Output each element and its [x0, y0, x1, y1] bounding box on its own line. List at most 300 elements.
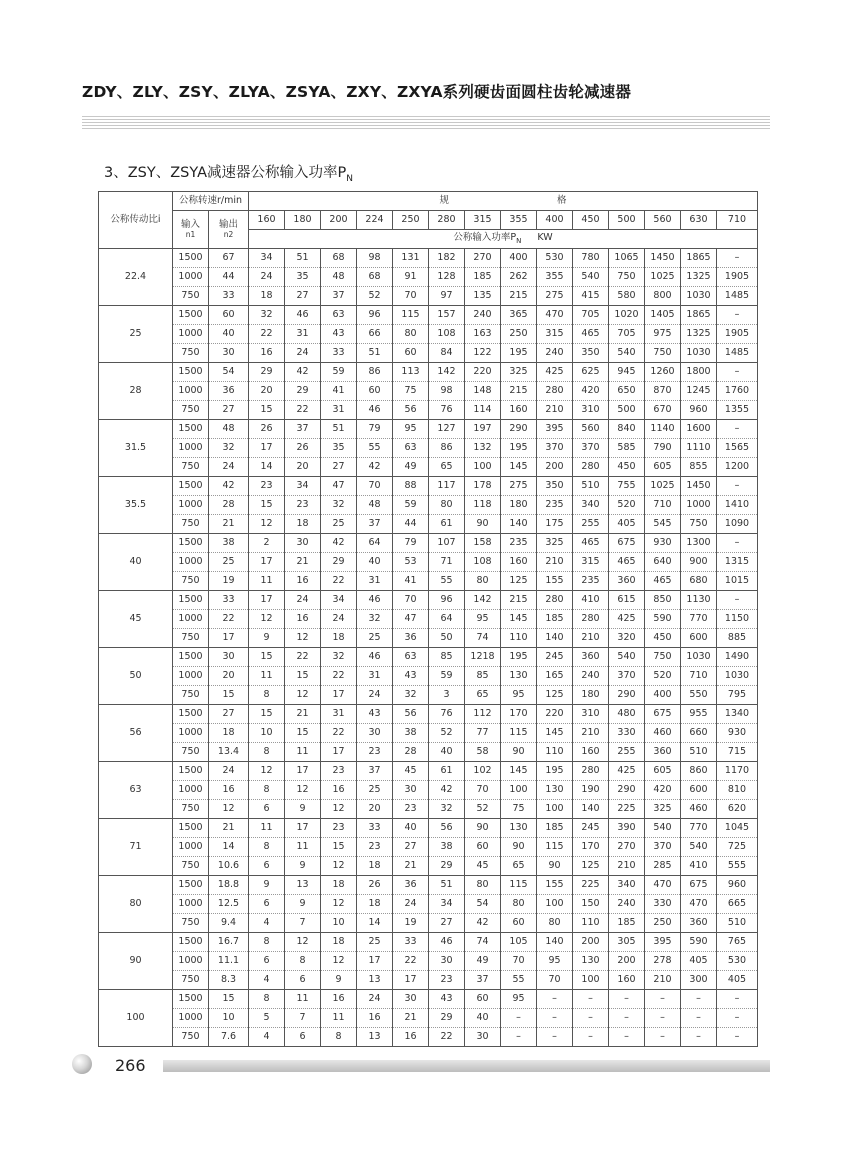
output-speed-cell: 11.1 [209, 952, 249, 971]
power-cell: 8 [249, 781, 285, 800]
ratio-cell: 45 [99, 591, 173, 648]
power-cell: 122 [465, 344, 501, 363]
power-cell: 750 [645, 648, 681, 667]
power-cell: 795 [717, 686, 758, 705]
power-cell: 24 [249, 268, 285, 287]
power-cell: 22 [321, 572, 357, 591]
power-cell: 240 [609, 895, 645, 914]
power-cell: 1260 [645, 363, 681, 382]
section-title-subscript: N [346, 173, 353, 184]
power-cell: 18 [285, 515, 321, 534]
power-cell: 19 [393, 914, 429, 933]
power-cell: 165 [537, 667, 573, 686]
input-speed-cell: 1500 [173, 819, 209, 838]
power-cell: 620 [717, 800, 758, 819]
power-label: 公称输入功率P [453, 232, 517, 244]
table-row [99, 724, 758, 743]
power-cell: 270 [465, 249, 501, 268]
power-cell: 96 [357, 306, 393, 325]
power-cell: 6 [249, 895, 285, 914]
output-speed-cell: 20 [209, 667, 249, 686]
output-speed-cell: 27 [209, 401, 249, 420]
table-row [99, 306, 758, 325]
power-cell: 14 [357, 914, 393, 933]
power-cell: 725 [717, 838, 758, 857]
input-speed-cell: 1500 [173, 705, 209, 724]
power-cell: 9 [321, 971, 357, 990]
power-cell: 1865 [681, 249, 717, 268]
power-cell: 132 [465, 439, 501, 458]
power-cell: 40 [465, 1009, 501, 1028]
power-cell: – [501, 1028, 537, 1047]
power-rating-table [98, 191, 758, 1047]
power-cell: 17 [285, 819, 321, 838]
ratio-cell: 40 [99, 534, 173, 591]
power-cell: 32 [321, 648, 357, 667]
power-cell: 34 [285, 477, 321, 496]
power-cell: 22 [321, 667, 357, 686]
power-cell: 175 [537, 515, 573, 534]
size-header: 315 [465, 211, 501, 230]
power-cell: 25 [357, 933, 393, 952]
power-cell: 59 [321, 363, 357, 382]
power-cell: 605 [645, 458, 681, 477]
input-speed-cell: 1500 [173, 534, 209, 553]
input-speed-cell: 750 [173, 800, 209, 819]
table-row [99, 249, 758, 268]
power-cell: 210 [537, 401, 573, 420]
power-cell: 38 [393, 724, 429, 743]
power-cell: 415 [573, 287, 609, 306]
table-row [99, 1009, 758, 1028]
output-speed-cell: 42 [209, 477, 249, 496]
power-cell: 23 [393, 800, 429, 819]
size-header: 450 [573, 211, 609, 230]
power-cell: 114 [465, 401, 501, 420]
power-cell: 16 [249, 344, 285, 363]
power-cell: 70 [537, 971, 573, 990]
power-cell: 555 [717, 857, 758, 876]
power-cell: 22 [393, 952, 429, 971]
power-cell: 705 [573, 306, 609, 325]
power-cell: 960 [681, 401, 717, 420]
power-cell: 68 [321, 249, 357, 268]
table-row [99, 477, 758, 496]
power-cell: 115 [501, 876, 537, 895]
power-cell: 180 [501, 496, 537, 515]
power-cell: 16 [393, 1028, 429, 1047]
power-cell: 660 [681, 724, 717, 743]
output-speed-cell: 22 [209, 610, 249, 629]
power-cell: 118 [465, 496, 501, 515]
input-speed-cell: 1500 [173, 420, 209, 439]
power-cell: – [609, 1028, 645, 1047]
power-cell: 125 [573, 857, 609, 876]
power-cell: 125 [537, 686, 573, 705]
output-speed-cell: 24 [209, 458, 249, 477]
output-label: 输出 [218, 218, 238, 230]
power-cell: 108 [465, 553, 501, 572]
power-cell: 465 [609, 553, 645, 572]
power-cell: 24 [285, 591, 321, 610]
power-cell: 25 [357, 629, 393, 648]
power-cell: 102 [465, 762, 501, 781]
table-row [99, 572, 758, 591]
output-speed-cell: 60 [209, 306, 249, 325]
input-speed-cell: 1000 [173, 952, 209, 971]
power-cell: 55 [429, 572, 465, 591]
input-label: 输入 [180, 218, 200, 230]
power-cell: – [717, 306, 758, 325]
power-cell: 76 [429, 401, 465, 420]
output-speed-cell: 32 [209, 439, 249, 458]
power-cell: 235 [537, 496, 573, 515]
power-cell: 74 [465, 933, 501, 952]
power-cell: – [681, 990, 717, 1009]
power-cell: 26 [357, 876, 393, 895]
power-cell: 340 [573, 496, 609, 515]
power-cell: 46 [357, 648, 393, 667]
input-speed-cell: 1000 [173, 268, 209, 287]
page-marker-icon [72, 1054, 92, 1074]
power-cell: 450 [609, 458, 645, 477]
speed-header: 公称转速r/min [173, 192, 249, 211]
power-cell: 31 [357, 667, 393, 686]
power-cell: – [717, 534, 758, 553]
power-cell: 60 [465, 838, 501, 857]
power-cell: – [717, 477, 758, 496]
power-cell: 158 [465, 534, 501, 553]
power-cell: 400 [501, 249, 537, 268]
power-cell: – [645, 990, 681, 1009]
power-cell: 1865 [681, 306, 717, 325]
power-cell: 40 [393, 819, 429, 838]
ratio-cell: 22.4 [99, 249, 173, 306]
power-cell: 290 [609, 686, 645, 705]
power-cell: 585 [609, 439, 645, 458]
power-cell: 15 [249, 401, 285, 420]
power-cell: 52 [357, 287, 393, 306]
power-cell: 45 [465, 857, 501, 876]
power-cell: 11 [249, 819, 285, 838]
input-speed-cell: 750 [173, 344, 209, 363]
power-cell: 470 [645, 876, 681, 895]
power-cell: 27 [429, 914, 465, 933]
power-cell: – [573, 990, 609, 1009]
power-cell: 1245 [681, 382, 717, 401]
power-cell: 40 [429, 743, 465, 762]
power-cell: 1600 [681, 420, 717, 439]
power-cell: 270 [609, 838, 645, 857]
power-cell: 17 [285, 762, 321, 781]
power-cell: 23 [285, 496, 321, 515]
power-cell: – [501, 1009, 537, 1028]
power-cell: 41 [321, 382, 357, 401]
power-cell: 48 [321, 268, 357, 287]
power-cell: – [717, 363, 758, 382]
power-cell: 185 [537, 819, 573, 838]
power-cell: 75 [501, 800, 537, 819]
power-cell: 23 [357, 838, 393, 857]
power-cell: 190 [573, 781, 609, 800]
input-speed-cell: 1000 [173, 895, 209, 914]
power-cell: 465 [645, 572, 681, 591]
power-cell: 24 [357, 990, 393, 1009]
power-cell: 70 [465, 781, 501, 800]
power-cell: 1130 [681, 591, 717, 610]
power-cell: 6 [249, 800, 285, 819]
power-cell: 115 [393, 306, 429, 325]
input-speed-cell: 750 [173, 287, 209, 306]
output-speed-cell: 19 [209, 572, 249, 591]
power-cell: 885 [717, 629, 758, 648]
power-cell: 17 [249, 591, 285, 610]
power-cell: 49 [393, 458, 429, 477]
power-cell: 59 [393, 496, 429, 515]
power-cell: 6 [285, 971, 321, 990]
power-cell: 63 [393, 648, 429, 667]
power-cell: 100 [573, 971, 609, 990]
power-cell: 360 [609, 572, 645, 591]
power-cell: – [609, 1009, 645, 1028]
power-cell: 240 [573, 667, 609, 686]
table-row [99, 819, 758, 838]
power-cell: 340 [609, 876, 645, 895]
power-cell: 215 [501, 287, 537, 306]
power-cell: 15 [285, 667, 321, 686]
power-cell: 48 [357, 496, 393, 515]
power-cell: 860 [681, 762, 717, 781]
power-cell: 105 [501, 933, 537, 952]
power-cell: 750 [609, 268, 645, 287]
ratio-cell: 100 [99, 990, 173, 1047]
power-cell: 140 [573, 800, 609, 819]
power-cell: 37 [285, 420, 321, 439]
power-cell: 30 [357, 724, 393, 743]
power-cell: 1490 [717, 648, 758, 667]
power-cell: 18 [357, 895, 393, 914]
power-cell: 145 [501, 762, 537, 781]
power-cell: 52 [465, 800, 501, 819]
power-cell: – [681, 1009, 717, 1028]
power-cell: 460 [645, 724, 681, 743]
input-speed-cell: 750 [173, 743, 209, 762]
output-speed-cell: 48 [209, 420, 249, 439]
power-cell: 8 [249, 686, 285, 705]
size-header: 630 [681, 211, 717, 230]
power-cell: 395 [537, 420, 573, 439]
power-cell: 20 [249, 382, 285, 401]
power-cell: 38 [429, 838, 465, 857]
power-cell: 34 [429, 895, 465, 914]
power-cell: 43 [393, 667, 429, 686]
power-cell: 210 [609, 857, 645, 876]
power-cell: 540 [681, 838, 717, 857]
power-cell: – [681, 1028, 717, 1047]
input-speed-cell: 1000 [173, 610, 209, 629]
power-cell: 15 [321, 838, 357, 857]
power-cell: 640 [645, 553, 681, 572]
table-row [99, 496, 758, 515]
power-cell: – [609, 990, 645, 1009]
power-cell: 11 [321, 1009, 357, 1028]
power-cell: 25 [357, 781, 393, 800]
power-cell: 17 [249, 439, 285, 458]
power-cell: 80 [465, 572, 501, 591]
power-cell: 12 [321, 952, 357, 971]
power-cell: 16 [285, 572, 321, 591]
power-cell: 1150 [717, 610, 758, 629]
power-cell: 55 [501, 971, 537, 990]
power-cell: 128 [429, 268, 465, 287]
power-cell: 74 [465, 629, 501, 648]
power-cell: 235 [501, 534, 537, 553]
power-cell: 330 [645, 895, 681, 914]
power-cell: 325 [501, 363, 537, 382]
power-cell: 20 [285, 458, 321, 477]
power-cell: 15 [249, 496, 285, 515]
power-cell: 70 [357, 477, 393, 496]
power-cell: 590 [681, 933, 717, 952]
power-cell: 117 [429, 477, 465, 496]
power-cell: 145 [501, 610, 537, 629]
power-cell: 34 [321, 591, 357, 610]
power-cell: 52 [429, 724, 465, 743]
power-cell: 1325 [681, 268, 717, 287]
power-cell: 182 [429, 249, 465, 268]
spec-header [249, 192, 758, 211]
header-row-2 [99, 211, 758, 230]
power-cell: 800 [645, 287, 681, 306]
power-cell: 290 [501, 420, 537, 439]
output-speed-cell: 33 [209, 591, 249, 610]
power-cell: 33 [393, 933, 429, 952]
power-cell: 22 [285, 648, 321, 667]
power-cell: 50 [429, 629, 465, 648]
ratio-cell: 71 [99, 819, 173, 876]
power-cell: 12 [249, 515, 285, 534]
table-row [99, 914, 758, 933]
power-cell: 110 [537, 743, 573, 762]
power-cell: 315 [537, 325, 573, 344]
power-cell: 17 [321, 686, 357, 705]
power-cell: 70 [393, 591, 429, 610]
power-cell: 185 [609, 914, 645, 933]
power-cell: 35 [285, 268, 321, 287]
power-cell: 32 [429, 800, 465, 819]
power-cell: 420 [645, 781, 681, 800]
power-cell: 675 [609, 534, 645, 553]
size-header: 560 [645, 211, 681, 230]
power-cell: 42 [429, 781, 465, 800]
power-cell: – [537, 1028, 573, 1047]
power-cell: 215 [501, 591, 537, 610]
power-cell: 29 [429, 1009, 465, 1028]
power-cell: 1905 [717, 268, 758, 287]
output-speed-cell: 67 [209, 249, 249, 268]
power-cell: 530 [537, 249, 573, 268]
power-cell: 650 [609, 382, 645, 401]
power-cell: 200 [573, 933, 609, 952]
table-row [99, 648, 758, 667]
table-row [99, 705, 758, 724]
power-cell: 4 [249, 914, 285, 933]
input-speed-cell: 1500 [173, 249, 209, 268]
power-cell: 1030 [681, 344, 717, 363]
power-cell: 60 [357, 382, 393, 401]
power-cell: 21 [393, 1009, 429, 1028]
power-cell: 84 [429, 344, 465, 363]
power-cell: 150 [573, 895, 609, 914]
power-cell: 670 [645, 401, 681, 420]
power-cell: – [717, 990, 758, 1009]
power-cell: – [717, 1009, 758, 1028]
output-speed-cell: 21 [209, 515, 249, 534]
power-cell: 140 [537, 933, 573, 952]
power-cell: – [573, 1009, 609, 1028]
table-row [99, 933, 758, 952]
power-cell: 160 [501, 401, 537, 420]
power-cell: 280 [537, 382, 573, 401]
power-cell: 16 [321, 990, 357, 1009]
power-cell: 8 [285, 952, 321, 971]
ratio-header: 公称传动比i [99, 192, 173, 249]
power-cell: 755 [609, 477, 645, 496]
power-unit-header [249, 230, 758, 249]
input-speed-cell: 750 [173, 515, 209, 534]
power-cell: 63 [393, 439, 429, 458]
power-cell: 215 [501, 382, 537, 401]
power-cell: 8 [249, 838, 285, 857]
power-cell: 960 [717, 876, 758, 895]
power-cell: 61 [429, 762, 465, 781]
power-cell: 275 [537, 287, 573, 306]
input-speed-cell: 750 [173, 1028, 209, 1047]
power-cell: 86 [357, 363, 393, 382]
power-cell: 770 [681, 819, 717, 838]
power-cell: 370 [609, 667, 645, 686]
power-cell: 24 [285, 344, 321, 363]
table-row [99, 781, 758, 800]
power-cell: 480 [609, 705, 645, 724]
input-speed-cell: 1000 [173, 325, 209, 344]
table-row [99, 287, 758, 306]
power-cell: 9 [285, 857, 321, 876]
power-cell: 80 [537, 914, 573, 933]
power-cell: 23 [357, 743, 393, 762]
power-cell: 1030 [681, 287, 717, 306]
power-cell: 1170 [717, 762, 758, 781]
power-cell: 85 [429, 648, 465, 667]
power-cell: 370 [537, 439, 573, 458]
power-cell: 290 [609, 781, 645, 800]
power-cell: 930 [717, 724, 758, 743]
power-cell: 31 [357, 572, 393, 591]
power-cell: 21 [393, 857, 429, 876]
table-row [99, 800, 758, 819]
power-cell: 65 [501, 857, 537, 876]
power-cell: 112 [465, 705, 501, 724]
document-title: ZDY、ZLY、ZSY、ZLYA、ZSYA、ZXY、ZXYA系列硬齿面圆柱齿轮减速器 [82, 83, 632, 101]
power-cell: 1065 [609, 249, 645, 268]
power-cell: 170 [501, 705, 537, 724]
power-cell: 96 [429, 591, 465, 610]
power-cell: 1410 [717, 496, 758, 515]
power-cell: 95 [501, 990, 537, 1009]
power-cell: 705 [609, 325, 645, 344]
power-cell: 160 [609, 971, 645, 990]
power-cell: 500 [609, 401, 645, 420]
